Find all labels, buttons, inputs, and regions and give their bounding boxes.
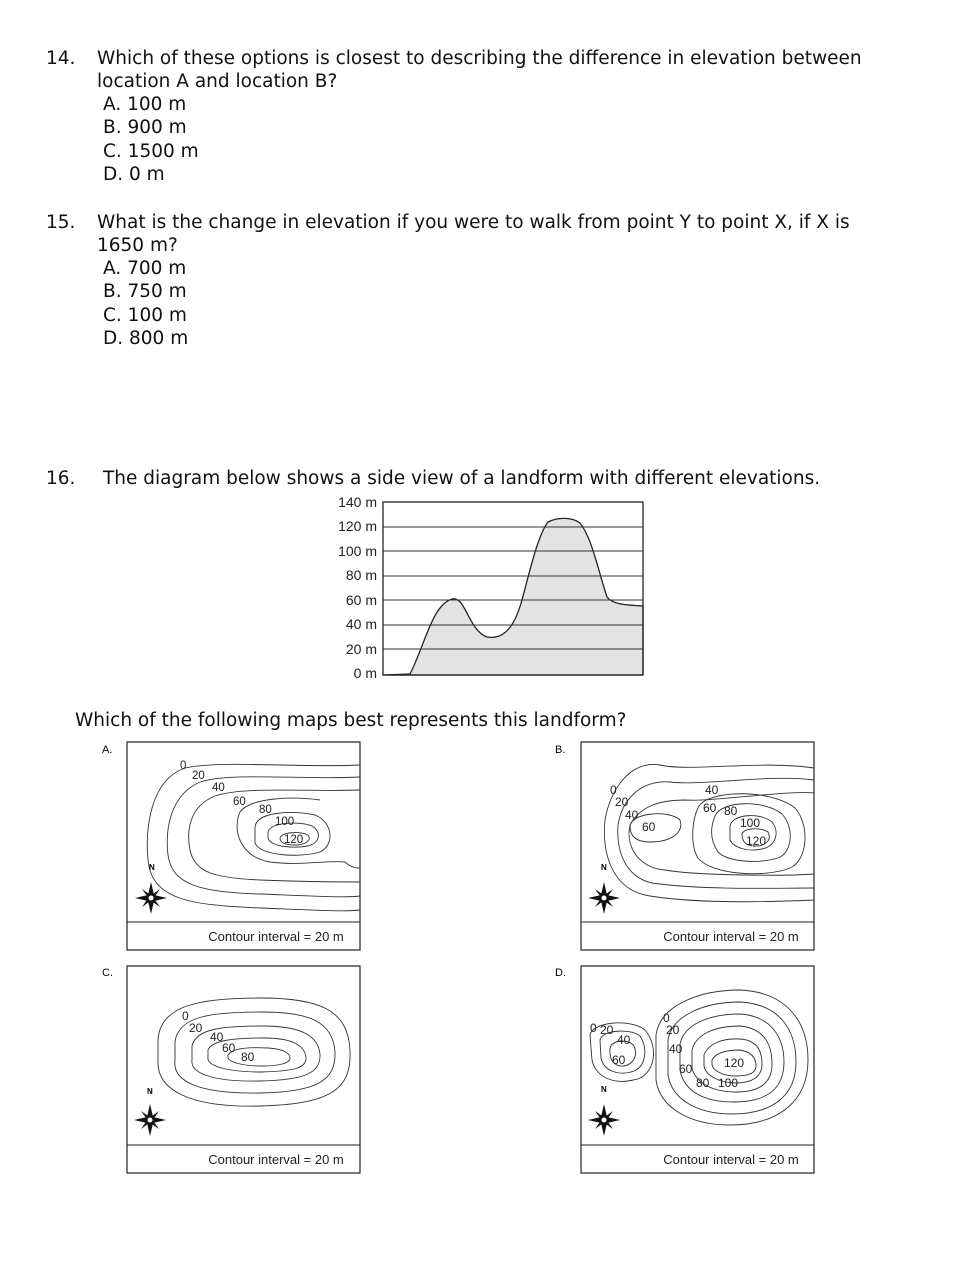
compass-rose-icon (135, 882, 167, 914)
option-a[interactable]: A. 700 m (103, 258, 187, 279)
question-number: 15. (46, 212, 76, 233)
contour-label: 20 (600, 1023, 614, 1037)
y-label: 20 m (345, 641, 377, 657)
map-letter: A. (102, 744, 113, 756)
y-label: 60 m (345, 592, 377, 608)
question-number: 14. (46, 48, 76, 69)
map-c[interactable] (102, 966, 360, 1173)
option-d[interactable]: D. 800 m (103, 327, 189, 349)
map-caption: Contour interval = 20 m (663, 929, 799, 944)
y-label: 80 m (345, 567, 377, 583)
contour-label: 60 (679, 1062, 693, 1076)
contour-label: 0 (610, 783, 617, 797)
contour-label: 120 (284, 834, 304, 846)
question-number: 16. (46, 468, 76, 489)
y-label: 40 m (345, 616, 377, 632)
contour-label: 0 (663, 1011, 670, 1025)
contour-label: 40 (669, 1042, 683, 1056)
option-c[interactable]: C. 1500 m (103, 140, 199, 162)
question-text: Which of these options is closest to describing the difference in elevation between location A and location B? (97, 48, 862, 93)
y-label: 120 m (338, 518, 377, 534)
option-a[interactable]: A. 100 m (103, 94, 187, 115)
contour-label: 20 (189, 1021, 203, 1035)
contour-label: 40 (705, 783, 719, 797)
contour-label: 100 (740, 816, 761, 830)
contour-label: 80 (259, 804, 272, 816)
contour-label: 40 (210, 1030, 224, 1044)
y-label: 0 m (353, 665, 377, 681)
map-question-prompt: Which of the following maps best represents this landform? (75, 710, 627, 731)
contour-label: 100 (718, 1076, 739, 1090)
y-label: 100 m (338, 543, 377, 559)
map-b[interactable] (555, 742, 814, 950)
contour-label: 40 (212, 782, 225, 794)
contour-label: 40 (617, 1033, 631, 1047)
option-b[interactable]: B. 900 m (103, 117, 187, 139)
map-caption: Contour interval = 20 m (208, 1152, 344, 1167)
option-b[interactable]: B. 750 m (103, 281, 187, 303)
map-letter: C. (102, 967, 113, 979)
contour-label: 20 (192, 770, 205, 782)
north-label: N (149, 863, 155, 872)
option-d[interactable]: D. 0 m (103, 163, 165, 185)
option-c[interactable]: C. 100 m (103, 304, 187, 326)
contour-label: 60 (233, 796, 246, 808)
map-a[interactable] (102, 742, 360, 950)
contour-label: 0 (590, 1021, 597, 1035)
contour-label: 80 (696, 1076, 710, 1090)
north-label: N (601, 863, 607, 872)
compass-rose-icon (588, 882, 620, 914)
map-letter: D. (555, 967, 566, 979)
contour-label: 60 (703, 801, 717, 815)
north-label: N (147, 1087, 153, 1096)
question-text: The diagram below shows a side view of a landform with different elevations. (103, 468, 821, 489)
contour-label: 0 (182, 1009, 189, 1023)
contour-label: 60 (642, 820, 656, 834)
contour-label: 120 (746, 834, 767, 848)
question-text: What is the change in elevation if you were to walk from point Y to point X, if X is 1650 m? (97, 212, 850, 257)
y-label: 140 m (338, 494, 377, 510)
map-d[interactable] (555, 966, 814, 1173)
contour-label: 60 (222, 1041, 236, 1055)
north-label: N (601, 1085, 607, 1094)
contour-label: 80 (241, 1050, 255, 1064)
contour-label: 40 (625, 808, 639, 822)
contour-label: 20 (615, 795, 629, 809)
contour-label: 60 (612, 1053, 626, 1067)
compass-rose-icon (588, 1104, 620, 1136)
map-caption: Contour interval = 20 m (208, 929, 344, 944)
contour-label: 120 (724, 1056, 745, 1070)
contour-label: 100 (275, 816, 295, 828)
map-letter: B. (555, 744, 566, 756)
map-caption: Contour interval = 20 m (663, 1152, 799, 1167)
contour-label: 80 (724, 804, 738, 818)
contour-label: 20 (666, 1023, 680, 1037)
compass-rose-icon (134, 1104, 166, 1136)
contour-label: 0 (180, 760, 187, 772)
